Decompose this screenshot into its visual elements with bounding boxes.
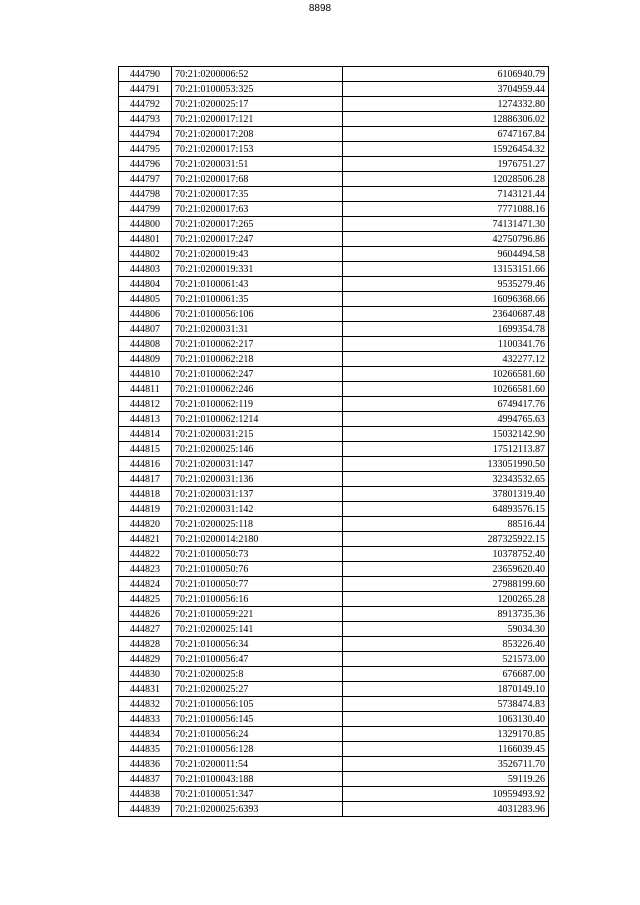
row-number-cell: 444810 bbox=[119, 367, 172, 382]
cadastral-value-cell: 1274332.80 bbox=[343, 97, 549, 112]
cadastral-value-cell: 88516.44 bbox=[343, 517, 549, 532]
cadastral-value-cell: 6106940.79 bbox=[343, 67, 549, 82]
cadastral-value-cell: 27988199.60 bbox=[343, 577, 549, 592]
cadastral-number-cell: 70:21:0100056:106 bbox=[172, 307, 343, 322]
cadastral-value-cell: 59119.26 bbox=[343, 772, 549, 787]
table-row bbox=[119, 277, 549, 292]
row-number-cell: 444833 bbox=[119, 712, 172, 727]
cadastral-number-cell: 70:21:0200031:215 bbox=[172, 427, 343, 442]
cadastral-number-cell: 70:21:0100056:16 bbox=[172, 592, 343, 607]
row-number-cell: 444805 bbox=[119, 292, 172, 307]
row-number-cell: 444811 bbox=[119, 382, 172, 397]
cadastral-value-table bbox=[118, 66, 549, 817]
row-number-cell: 444836 bbox=[119, 757, 172, 772]
row-number-cell: 444825 bbox=[119, 592, 172, 607]
cadastral-value-cell: 12886306.02 bbox=[343, 112, 549, 127]
row-number-cell: 444792 bbox=[119, 97, 172, 112]
row-number-cell: 444822 bbox=[119, 547, 172, 562]
row-number-cell: 444817 bbox=[119, 472, 172, 487]
row-number-cell: 444791 bbox=[119, 82, 172, 97]
row-number-cell: 444816 bbox=[119, 457, 172, 472]
row-number-cell: 444806 bbox=[119, 307, 172, 322]
cadastral-number-cell: 70:21:0100062:247 bbox=[172, 367, 343, 382]
table-row bbox=[119, 202, 549, 217]
cadastral-number-cell: 70:21:0200011:54 bbox=[172, 757, 343, 772]
row-number-cell: 444807 bbox=[119, 322, 172, 337]
cadastral-number-cell: 70:21:0200019:331 bbox=[172, 262, 343, 277]
cadastral-number-cell: 70:21:0100056:47 bbox=[172, 652, 343, 667]
table-row bbox=[119, 787, 549, 802]
table-row bbox=[119, 307, 549, 322]
table-row bbox=[119, 397, 549, 412]
table-row bbox=[119, 727, 549, 742]
table-row bbox=[119, 172, 549, 187]
cadastral-value-cell: 1200265.28 bbox=[343, 592, 549, 607]
cadastral-value-cell: 32343532.65 bbox=[343, 472, 549, 487]
cadastral-value-cell: 6749417.76 bbox=[343, 397, 549, 412]
table-row bbox=[119, 142, 549, 157]
cadastral-number-cell: 70:21:0200025:141 bbox=[172, 622, 343, 637]
row-number-cell: 444802 bbox=[119, 247, 172, 262]
cadastral-value-cell: 8913735.36 bbox=[343, 607, 549, 622]
page-number: 8898 bbox=[308, 3, 332, 14]
cadastral-value-cell: 4031283.96 bbox=[343, 802, 549, 817]
row-number-cell: 444821 bbox=[119, 532, 172, 547]
cadastral-number-cell: 70:21:0200025:6393 bbox=[172, 802, 343, 817]
table-row bbox=[119, 157, 549, 172]
cadastral-value-cell: 7143121.44 bbox=[343, 187, 549, 202]
cadastral-value-cell: 16096368.66 bbox=[343, 292, 549, 307]
cadastral-number-cell: 70:21:0200025:17 bbox=[172, 97, 343, 112]
table-row bbox=[119, 292, 549, 307]
row-number-cell: 444838 bbox=[119, 787, 172, 802]
row-number-cell: 444832 bbox=[119, 697, 172, 712]
cadastral-number-cell: 70:21:0100056:34 bbox=[172, 637, 343, 652]
row-number-cell: 444826 bbox=[119, 607, 172, 622]
row-number-cell: 444820 bbox=[119, 517, 172, 532]
row-number-cell: 444830 bbox=[119, 667, 172, 682]
table-row bbox=[119, 772, 549, 787]
table-row bbox=[119, 682, 549, 697]
cadastral-value-cell: 15032142.90 bbox=[343, 427, 549, 442]
cadastral-value-cell: 676687.00 bbox=[343, 667, 549, 682]
table-row bbox=[119, 562, 549, 577]
table-row bbox=[119, 502, 549, 517]
cadastral-value-cell: 521573.00 bbox=[343, 652, 549, 667]
row-number-cell: 444812 bbox=[119, 397, 172, 412]
cadastral-number-cell: 70:21:0100062:119 bbox=[172, 397, 343, 412]
cadastral-number-cell: 70:21:0100061:43 bbox=[172, 277, 343, 292]
cadastral-number-cell: 70:21:0100059:221 bbox=[172, 607, 343, 622]
cadastral-number-cell: 70:21:0200017:68 bbox=[172, 172, 343, 187]
row-number-cell: 444800 bbox=[119, 217, 172, 232]
table-row bbox=[119, 412, 549, 427]
table-row bbox=[119, 637, 549, 652]
cadastral-number-cell: 70:21:0100043:188 bbox=[172, 772, 343, 787]
cadastral-value-cell: 10266581.60 bbox=[343, 367, 549, 382]
row-number-cell: 444828 bbox=[119, 637, 172, 652]
row-number-cell: 444814 bbox=[119, 427, 172, 442]
row-number-cell: 444834 bbox=[119, 727, 172, 742]
cadastral-value-cell: 37801319.40 bbox=[343, 487, 549, 502]
row-number-cell: 444815 bbox=[119, 442, 172, 457]
table-body bbox=[119, 67, 549, 817]
cadastral-number-cell: 70:21:0100061:35 bbox=[172, 292, 343, 307]
table-row bbox=[119, 367, 549, 382]
table-row bbox=[119, 127, 549, 142]
row-number-cell: 444797 bbox=[119, 172, 172, 187]
cadastral-number-cell: 70:21:0100056:128 bbox=[172, 742, 343, 757]
row-number-cell: 444818 bbox=[119, 487, 172, 502]
cadastral-number-cell: 70:21:0100062:246 bbox=[172, 382, 343, 397]
cadastral-number-cell: 70:21:0100056:105 bbox=[172, 697, 343, 712]
cadastral-number-cell: 70:21:0100051:347 bbox=[172, 787, 343, 802]
row-number-cell: 444804 bbox=[119, 277, 172, 292]
cadastral-value-cell: 1063130.40 bbox=[343, 712, 549, 727]
cadastral-number-cell: 70:21:0200031:136 bbox=[172, 472, 343, 487]
cadastral-value-cell: 432277.12 bbox=[343, 352, 549, 367]
cadastral-value-cell: 74131471.30 bbox=[343, 217, 549, 232]
table-row bbox=[119, 622, 549, 637]
cadastral-number-cell: 70:21:0100062:1214 bbox=[172, 412, 343, 427]
cadastral-value-cell: 42750796.86 bbox=[343, 232, 549, 247]
cadastral-value-cell: 10959493.92 bbox=[343, 787, 549, 802]
cadastral-value-cell: 1699354.78 bbox=[343, 322, 549, 337]
table-row bbox=[119, 517, 549, 532]
row-number-cell: 444795 bbox=[119, 142, 172, 157]
cadastral-value-cell: 7771088.16 bbox=[343, 202, 549, 217]
row-number-cell: 444793 bbox=[119, 112, 172, 127]
row-number-cell: 444803 bbox=[119, 262, 172, 277]
cadastral-value-cell: 3704959.44 bbox=[343, 82, 549, 97]
row-number-cell: 444823 bbox=[119, 562, 172, 577]
cadastral-value-cell: 1166039.45 bbox=[343, 742, 549, 757]
cadastral-value-cell: 1976751.27 bbox=[343, 157, 549, 172]
cadastral-number-cell: 70:21:0200031:137 bbox=[172, 487, 343, 502]
row-number-cell: 444819 bbox=[119, 502, 172, 517]
cadastral-value-cell: 1870149.10 bbox=[343, 682, 549, 697]
cadastral-value-cell: 64893576.15 bbox=[343, 502, 549, 517]
cadastral-value-cell: 23659620.40 bbox=[343, 562, 549, 577]
table-row bbox=[119, 322, 549, 337]
cadastral-value-cell: 15926454.32 bbox=[343, 142, 549, 157]
table-row bbox=[119, 442, 549, 457]
cadastral-value-cell: 23640687.48 bbox=[343, 307, 549, 322]
table-row bbox=[119, 472, 549, 487]
row-number-cell: 444799 bbox=[119, 202, 172, 217]
table-row bbox=[119, 607, 549, 622]
cadastral-number-cell: 70:21:0200017:265 bbox=[172, 217, 343, 232]
table-row bbox=[119, 217, 549, 232]
table-row bbox=[119, 712, 549, 727]
cadastral-number-cell: 70:21:0200025:27 bbox=[172, 682, 343, 697]
table-row bbox=[119, 757, 549, 772]
table-row bbox=[119, 352, 549, 367]
cadastral-number-cell: 70:21:0200031:147 bbox=[172, 457, 343, 472]
cadastral-number-cell: 70:21:0200017:121 bbox=[172, 112, 343, 127]
table-row bbox=[119, 697, 549, 712]
table-row bbox=[119, 337, 549, 352]
cadastral-value-cell: 13153151.66 bbox=[343, 262, 549, 277]
cadastral-number-cell: 70:21:0200031:31 bbox=[172, 322, 343, 337]
row-number-cell: 444835 bbox=[119, 742, 172, 757]
cadastral-value-cell: 133051990.50 bbox=[343, 457, 549, 472]
cadastral-number-cell: 70:21:0200025:118 bbox=[172, 517, 343, 532]
cadastral-value-cell: 17512113.87 bbox=[343, 442, 549, 457]
table-row bbox=[119, 97, 549, 112]
row-number-cell: 444794 bbox=[119, 127, 172, 142]
cadastral-number-cell: 70:21:0200017:63 bbox=[172, 202, 343, 217]
cadastral-number-cell: 70:21:0100062:217 bbox=[172, 337, 343, 352]
cadastral-value-cell: 6747167.84 bbox=[343, 127, 549, 142]
cadastral-number-cell: 70:21:0200019:43 bbox=[172, 247, 343, 262]
cadastral-number-cell: 70:21:0100062:218 bbox=[172, 352, 343, 367]
table-row bbox=[119, 667, 549, 682]
cadastral-value-cell: 9535279.46 bbox=[343, 277, 549, 292]
table-row bbox=[119, 427, 549, 442]
table-row bbox=[119, 262, 549, 277]
cadastral-number-cell: 70:21:0100056:24 bbox=[172, 727, 343, 742]
cadastral-value-cell: 1100341.76 bbox=[343, 337, 549, 352]
table-row bbox=[119, 82, 549, 97]
cadastral-value-cell: 1329170.85 bbox=[343, 727, 549, 742]
cadastral-number-cell: 70:21:0200014:2180 bbox=[172, 532, 343, 547]
row-number-cell: 444829 bbox=[119, 652, 172, 667]
cadastral-value-cell: 59034.30 bbox=[343, 622, 549, 637]
table-row bbox=[119, 487, 549, 502]
cadastral-value-cell: 853226.40 bbox=[343, 637, 549, 652]
cadastral-number-cell: 70:21:0200031:142 bbox=[172, 502, 343, 517]
table-row bbox=[119, 532, 549, 547]
row-number-cell: 444796 bbox=[119, 157, 172, 172]
table-row bbox=[119, 742, 549, 757]
cadastral-value-cell: 10266581.60 bbox=[343, 382, 549, 397]
cadastral-number-cell: 70:21:0100050:76 bbox=[172, 562, 343, 577]
row-number-cell: 444801 bbox=[119, 232, 172, 247]
table-row bbox=[119, 802, 549, 817]
table-row bbox=[119, 232, 549, 247]
cadastral-value-cell: 12028506.28 bbox=[343, 172, 549, 187]
cadastral-number-cell: 70:21:0100053:325 bbox=[172, 82, 343, 97]
cadastral-number-cell: 70:21:0200025:146 bbox=[172, 442, 343, 457]
table-row bbox=[119, 592, 549, 607]
table-row bbox=[119, 67, 549, 82]
cadastral-value-cell: 287325922.15 bbox=[343, 532, 549, 547]
cadastral-number-cell: 70:21:0200017:153 bbox=[172, 142, 343, 157]
table-row bbox=[119, 382, 549, 397]
cadastral-number-cell: 70:21:0100056:145 bbox=[172, 712, 343, 727]
cadastral-number-cell: 70:21:0200025:8 bbox=[172, 667, 343, 682]
row-number-cell: 444813 bbox=[119, 412, 172, 427]
table-row bbox=[119, 112, 549, 127]
cadastral-value-cell: 9604494.58 bbox=[343, 247, 549, 262]
table-row bbox=[119, 577, 549, 592]
row-number-cell: 444798 bbox=[119, 187, 172, 202]
cadastral-value-cell: 3526711.70 bbox=[343, 757, 549, 772]
cadastral-value-cell: 5738474.83 bbox=[343, 697, 549, 712]
row-number-cell: 444790 bbox=[119, 67, 172, 82]
cadastral-number-cell: 70:21:0200006:52 bbox=[172, 67, 343, 82]
row-number-cell: 444837 bbox=[119, 772, 172, 787]
cadastral-number-cell: 70:21:0200031:51 bbox=[172, 157, 343, 172]
row-number-cell: 444827 bbox=[119, 622, 172, 637]
cadastral-number-cell: 70:21:0100050:73 bbox=[172, 547, 343, 562]
cadastral-number-cell: 70:21:0200017:208 bbox=[172, 127, 343, 142]
cadastral-number-cell: 70:21:0200017:247 bbox=[172, 232, 343, 247]
row-number-cell: 444809 bbox=[119, 352, 172, 367]
row-number-cell: 444839 bbox=[119, 802, 172, 817]
table-row bbox=[119, 547, 549, 562]
cadastral-number-cell: 70:21:0200017:35 bbox=[172, 187, 343, 202]
table-row bbox=[119, 247, 549, 262]
cadastral-number-cell: 70:21:0100050:77 bbox=[172, 577, 343, 592]
table-row bbox=[119, 457, 549, 472]
row-number-cell: 444808 bbox=[119, 337, 172, 352]
row-number-cell: 444831 bbox=[119, 682, 172, 697]
row-number-cell: 444824 bbox=[119, 577, 172, 592]
cadastral-value-cell: 4994765.63 bbox=[343, 412, 549, 427]
table-row bbox=[119, 187, 549, 202]
cadastral-value-cell: 10378752.40 bbox=[343, 547, 549, 562]
table-row bbox=[119, 652, 549, 667]
